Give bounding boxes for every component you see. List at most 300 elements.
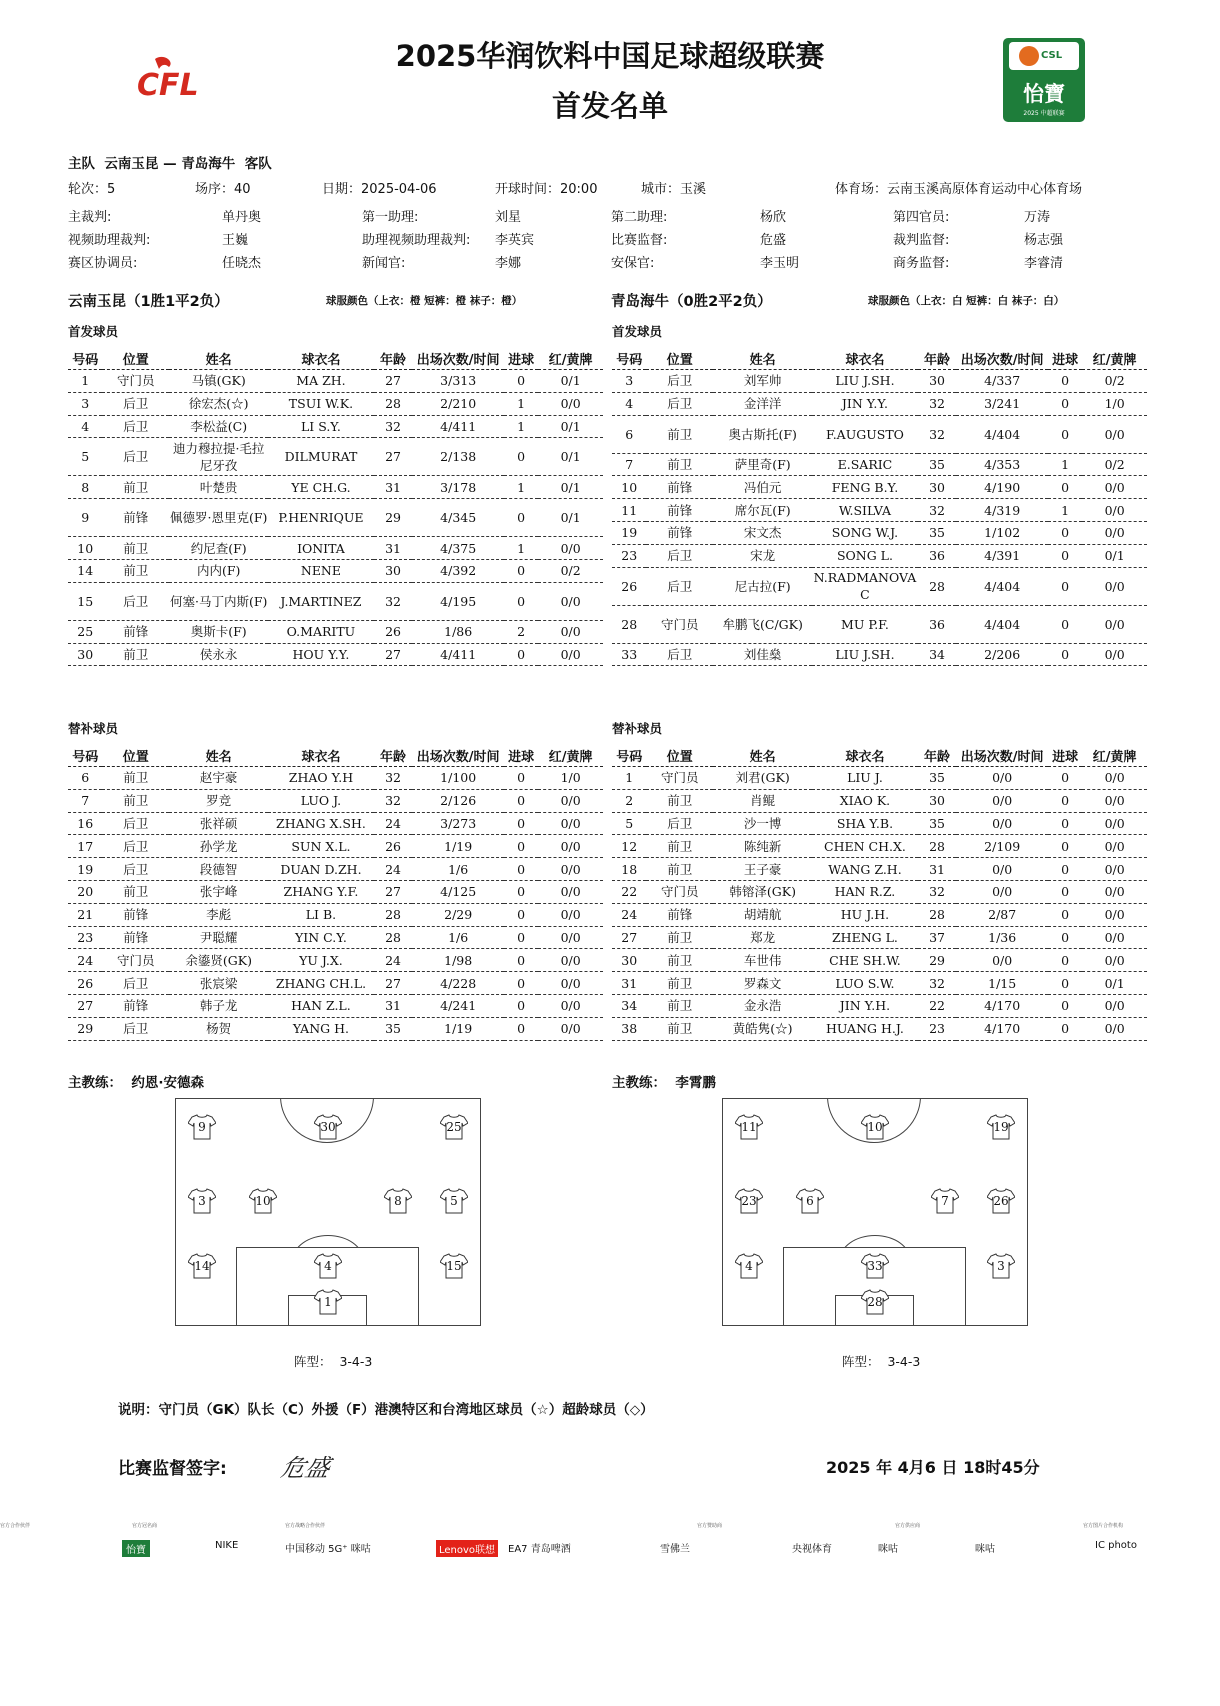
player-cell: 0/0 bbox=[1082, 1017, 1147, 1040]
player-cell: 0 bbox=[1048, 605, 1082, 643]
player-cell: 张宇峰 bbox=[169, 880, 268, 903]
player-cell: 0 bbox=[504, 903, 538, 926]
player-cell: 31 bbox=[918, 858, 957, 881]
player-cell: 金永浩 bbox=[713, 994, 812, 1017]
official-name: 王巍 bbox=[222, 233, 249, 248]
sponsor-logo: 央视体育 bbox=[792, 1544, 832, 1555]
player-cell: 叶楚贵 bbox=[169, 476, 268, 499]
home-team-record: 云南玉昆（1胜1平2负） bbox=[68, 294, 229, 310]
player-cell: 1 bbox=[68, 370, 102, 393]
player-cell: 28 bbox=[612, 605, 646, 643]
official-label: 第四官员: bbox=[893, 210, 950, 225]
player-cell: 4/391 bbox=[956, 544, 1047, 567]
player-cell: 22 bbox=[612, 880, 646, 903]
player-cell: HAN Z.L. bbox=[268, 994, 373, 1017]
player-cell: 0/0 bbox=[1082, 643, 1147, 666]
table-header-row bbox=[68, 744, 603, 767]
player-cell: TSUI W.K. bbox=[268, 392, 373, 415]
player-cell: 28 bbox=[374, 903, 413, 926]
player-row bbox=[68, 812, 603, 835]
shirt-number: 30 bbox=[320, 1120, 336, 1134]
player-cell: 李松益(C) bbox=[169, 415, 268, 438]
player-cell: 0 bbox=[1048, 370, 1082, 393]
shirt-number: 28 bbox=[867, 1295, 883, 1309]
player-cell: 前卫 bbox=[646, 835, 713, 858]
player-cell: 35 bbox=[374, 1017, 413, 1040]
column-header: 进球 bbox=[504, 347, 538, 370]
official-label: 助理视频助理裁判: bbox=[362, 233, 471, 248]
player-cell: 牟鹏飞(C/GK) bbox=[713, 605, 812, 643]
player-cell: 28 bbox=[374, 392, 413, 415]
player-cell: 27 bbox=[374, 880, 413, 903]
player-cell: 0/0 bbox=[1082, 789, 1147, 812]
official-label: 第二助理: bbox=[611, 210, 668, 225]
player-cell: 奥古斯托(F) bbox=[713, 415, 812, 453]
away-subs-label: 替补球员 bbox=[612, 721, 663, 736]
player-shirt-icon bbox=[314, 1114, 342, 1140]
player-cell: YU J.X. bbox=[268, 949, 373, 972]
player-cell: 4/170 bbox=[956, 994, 1047, 1017]
player-cell: 4/375 bbox=[412, 537, 503, 560]
player-cell: 0 bbox=[504, 858, 538, 881]
player-cell: LIU J.SH. bbox=[812, 370, 917, 393]
column-header: 出场次数/时间 bbox=[956, 347, 1047, 370]
column-header: 出场次数/时间 bbox=[412, 347, 503, 370]
player-row bbox=[68, 835, 603, 858]
player-cell: 24 bbox=[374, 812, 413, 835]
player-cell: 1 bbox=[1048, 453, 1082, 476]
player-cell: 0/1 bbox=[538, 370, 603, 393]
home-formation: 阵型： 3-4-3 bbox=[294, 1354, 373, 1369]
player-cell: 4/319 bbox=[956, 499, 1047, 522]
player-cell: 36 bbox=[918, 605, 957, 643]
player-cell: 0 bbox=[504, 949, 538, 972]
player-cell: NENE bbox=[268, 559, 373, 582]
player-cell: 0 bbox=[504, 1017, 538, 1040]
player-cell: 后卫 bbox=[646, 544, 713, 567]
player-cell: 后卫 bbox=[102, 835, 169, 858]
player-cell: 1/86 bbox=[412, 620, 503, 643]
player-cell: 0/1 bbox=[1082, 544, 1147, 567]
player-cell: 前卫 bbox=[646, 949, 713, 972]
player-cell: 2/29 bbox=[412, 903, 503, 926]
player-cell: 27 bbox=[68, 994, 102, 1017]
column-header: 球衣名 bbox=[812, 744, 917, 767]
player-cell: 1/98 bbox=[412, 949, 503, 972]
player-cell: 前卫 bbox=[646, 789, 713, 812]
player-cell: LIU J. bbox=[812, 767, 917, 790]
player-cell: 罗森文 bbox=[713, 972, 812, 995]
cfl-logo-text: CFL bbox=[137, 68, 199, 103]
player-cell: 张宸梁 bbox=[169, 972, 268, 995]
player-cell: DILMURAT bbox=[268, 438, 373, 476]
player-cell: 0/0 bbox=[538, 1017, 603, 1040]
player-cell: MA ZH. bbox=[268, 370, 373, 393]
player-shirt-icon bbox=[861, 1289, 889, 1315]
official-label: 赛区协调员: bbox=[68, 256, 138, 271]
player-cell: 前卫 bbox=[102, 643, 169, 666]
player-cell: 0/0 bbox=[1082, 521, 1147, 544]
player-cell: 26 bbox=[374, 620, 413, 643]
player-cell: 0 bbox=[1048, 1017, 1082, 1040]
away-starters-label: 首发球员 bbox=[612, 324, 663, 339]
player-cell: 前卫 bbox=[646, 858, 713, 881]
player-cell: 24 bbox=[612, 903, 646, 926]
player-cell: 0/0 bbox=[538, 812, 603, 835]
official-name: 李玉明 bbox=[760, 256, 800, 271]
shirt-number: 6 bbox=[806, 1194, 814, 1208]
player-cell: 30 bbox=[68, 643, 102, 666]
player-cell: 0/0 bbox=[956, 767, 1047, 790]
player-cell: 1/19 bbox=[412, 1017, 503, 1040]
csl-logo-main: 怡寶 bbox=[1023, 82, 1065, 106]
player-shirt-icon bbox=[735, 1253, 763, 1279]
sponsor-logo: 怡寶 bbox=[122, 1540, 150, 1557]
player-cell: 后卫 bbox=[102, 415, 169, 438]
player-cell: 0/0 bbox=[1082, 605, 1147, 643]
player-cell: 15 bbox=[68, 582, 102, 620]
column-header: 红/黄牌 bbox=[538, 347, 603, 370]
player-cell: 段德智 bbox=[169, 858, 268, 881]
away-formation: 阵型： 3-4-3 bbox=[842, 1354, 921, 1369]
home-subs-table bbox=[68, 744, 603, 1041]
player-cell: 前锋 bbox=[646, 521, 713, 544]
player-cell: LUO S.W. bbox=[812, 972, 917, 995]
player-shirt-icon bbox=[314, 1289, 342, 1315]
player-cell: 车世伟 bbox=[713, 949, 812, 972]
player-cell: IONITA bbox=[268, 537, 373, 560]
player-cell: 沙一博 bbox=[713, 812, 812, 835]
away-subs-table bbox=[612, 744, 1147, 1041]
csl-logo-sub: 2025 中超联赛 bbox=[1023, 110, 1065, 117]
player-cell: CHEN CH.X. bbox=[812, 835, 917, 858]
player-cell: 前卫 bbox=[646, 972, 713, 995]
sponsor-logo: IC photo bbox=[1095, 1540, 1137, 1551]
player-cell: LI B. bbox=[268, 903, 373, 926]
player-cell: 0 bbox=[1048, 567, 1082, 605]
player-cell: HOU Y.Y. bbox=[268, 643, 373, 666]
player-cell: 守门员 bbox=[102, 370, 169, 393]
player-cell: 0 bbox=[1048, 858, 1082, 881]
player-row bbox=[612, 453, 1147, 476]
player-cell: 刘军帅 bbox=[713, 370, 812, 393]
player-cell: 赵宇豪 bbox=[169, 767, 268, 790]
player-cell: E.SARIC bbox=[812, 453, 917, 476]
player-cell: YIN C.Y. bbox=[268, 926, 373, 949]
player-cell: 32 bbox=[374, 767, 413, 790]
player-row bbox=[68, 972, 603, 995]
shirt-number: 5 bbox=[450, 1194, 458, 1208]
player-cell: 1 bbox=[504, 392, 538, 415]
player-cell: 0 bbox=[504, 880, 538, 903]
player-cell: 0/1 bbox=[538, 415, 603, 438]
player-row bbox=[612, 544, 1147, 567]
player-cell: 前卫 bbox=[102, 789, 169, 812]
player-row bbox=[612, 858, 1147, 881]
away-coach: 主教练： 李霄鹏 bbox=[612, 1075, 716, 1091]
player-shirt-icon bbox=[987, 1188, 1015, 1214]
player-cell: 0 bbox=[504, 582, 538, 620]
player-cell: 29 bbox=[918, 949, 957, 972]
player-cell: 迪力穆拉提·毛拉尼牙孜 bbox=[169, 438, 268, 476]
player-cell: 1/0 bbox=[1082, 392, 1147, 415]
player-cell: 0 bbox=[1048, 476, 1082, 499]
player-cell: 16 bbox=[68, 812, 102, 835]
home-subs-label: 替补球员 bbox=[68, 721, 119, 736]
column-header: 出场次数/时间 bbox=[956, 744, 1047, 767]
player-cell: 后卫 bbox=[102, 392, 169, 415]
legend-note: 说明：守门员（GK）队长（C）外援（F）港澳特区和台湾地区球员（☆）超龄球员（◇） bbox=[118, 1402, 654, 1418]
player-cell: 20 bbox=[68, 880, 102, 903]
player-cell: 1/36 bbox=[956, 926, 1047, 949]
player-row bbox=[612, 926, 1147, 949]
player-row bbox=[68, 499, 603, 537]
player-cell: 5 bbox=[612, 812, 646, 835]
player-cell: 30 bbox=[918, 789, 957, 812]
player-shirt-icon bbox=[931, 1188, 959, 1214]
player-cell: 3/273 bbox=[412, 812, 503, 835]
player-shirt-icon bbox=[440, 1114, 468, 1140]
player-cell: 23 bbox=[68, 926, 102, 949]
official-name: 危盛 bbox=[760, 233, 787, 248]
column-header: 号码 bbox=[612, 347, 646, 370]
player-cell: 前卫 bbox=[102, 476, 169, 499]
csl-logo-top: CSL bbox=[1041, 50, 1063, 61]
player-cell: 4/411 bbox=[412, 415, 503, 438]
home-starters-table bbox=[68, 347, 603, 666]
table-header-row bbox=[612, 744, 1147, 767]
player-cell: 0 bbox=[1048, 789, 1082, 812]
official-name: 单丹奥 bbox=[222, 210, 262, 225]
player-cell: 0 bbox=[504, 438, 538, 476]
player-shirt-icon bbox=[735, 1188, 763, 1214]
player-cell: 0/0 bbox=[956, 858, 1047, 881]
player-cell: 0/0 bbox=[538, 537, 603, 560]
player-cell: 0/0 bbox=[956, 880, 1047, 903]
column-header: 姓名 bbox=[169, 744, 268, 767]
player-cell: 32 bbox=[918, 499, 957, 522]
player-row bbox=[612, 972, 1147, 995]
player-cell: 30 bbox=[918, 476, 957, 499]
official-label: 商务监督: bbox=[893, 256, 950, 271]
match-teams: 主队 云南玉昆 — 青岛海牛 客队 bbox=[68, 156, 272, 172]
player-cell: 后卫 bbox=[102, 1017, 169, 1040]
player-shirt-icon bbox=[249, 1188, 277, 1214]
player-cell: SONG W.J. bbox=[812, 521, 917, 544]
home-coach: 主教练： 约恩·安德森 bbox=[68, 1075, 205, 1091]
player-cell: 后卫 bbox=[646, 567, 713, 605]
player-cell: 1 bbox=[504, 537, 538, 560]
player-cell: 0/0 bbox=[1082, 994, 1147, 1017]
player-cell: LI S.Y. bbox=[268, 415, 373, 438]
player-cell: 0/0 bbox=[1082, 926, 1147, 949]
player-row bbox=[612, 903, 1147, 926]
player-cell: 金洋洋 bbox=[713, 392, 812, 415]
player-cell: 郑龙 bbox=[713, 926, 812, 949]
player-cell: 35 bbox=[918, 453, 957, 476]
player-cell: LUO J. bbox=[268, 789, 373, 812]
player-cell: 35 bbox=[918, 521, 957, 544]
player-cell: 2/138 bbox=[412, 438, 503, 476]
column-header: 位置 bbox=[102, 744, 169, 767]
sponsor-logo: EA7 青岛啤酒 bbox=[508, 1544, 571, 1555]
player-cell: 0 bbox=[1048, 544, 1082, 567]
player-row bbox=[68, 643, 603, 666]
player-row bbox=[68, 415, 603, 438]
player-cell: 27 bbox=[374, 438, 413, 476]
player-cell: 25 bbox=[68, 620, 102, 643]
player-row bbox=[612, 476, 1147, 499]
player-row bbox=[68, 438, 603, 476]
shirt-number: 15 bbox=[446, 1259, 462, 1273]
match-date: 日期：2025-04-06 bbox=[322, 182, 437, 197]
player-cell: 5 bbox=[68, 438, 102, 476]
player-cell: 8 bbox=[68, 476, 102, 499]
player-cell: 2/109 bbox=[956, 835, 1047, 858]
player-cell: ZHANG Y.F. bbox=[268, 880, 373, 903]
column-header: 位置 bbox=[646, 347, 713, 370]
player-cell: 前锋 bbox=[102, 620, 169, 643]
player-cell: 21 bbox=[68, 903, 102, 926]
official-name: 任晓杰 bbox=[222, 256, 262, 271]
player-cell: 0/0 bbox=[538, 972, 603, 995]
player-cell: 守门员 bbox=[646, 767, 713, 790]
player-row bbox=[612, 643, 1147, 666]
sponsor-logo: 咪咕 bbox=[878, 1544, 898, 1555]
player-cell: 2/210 bbox=[412, 392, 503, 415]
player-row bbox=[68, 858, 603, 881]
player-cell: 奥斯卡(F) bbox=[169, 620, 268, 643]
player-cell: 4/411 bbox=[412, 643, 503, 666]
column-header: 姓名 bbox=[713, 347, 812, 370]
official-name: 李娜 bbox=[495, 256, 522, 271]
player-cell: 1/6 bbox=[412, 858, 503, 881]
player-cell: 10 bbox=[68, 537, 102, 560]
player-shirt-icon bbox=[188, 1114, 216, 1140]
player-cell: 0 bbox=[1048, 521, 1082, 544]
player-cell: 0 bbox=[504, 643, 538, 666]
player-row bbox=[68, 926, 603, 949]
player-cell: 29 bbox=[374, 499, 413, 537]
player-cell: 3/178 bbox=[412, 476, 503, 499]
player-cell: N.RADMANOVAC bbox=[812, 567, 917, 605]
player-cell: 冯伯元 bbox=[713, 476, 812, 499]
player-cell: 0/0 bbox=[1082, 767, 1147, 790]
player-cell: 0 bbox=[1048, 880, 1082, 903]
player-cell: 0/0 bbox=[1082, 499, 1147, 522]
player-cell: WANG Z.H. bbox=[812, 858, 917, 881]
player-cell: 韩镕泽(GK) bbox=[713, 880, 812, 903]
player-cell: 约尼查(F) bbox=[169, 537, 268, 560]
player-row bbox=[612, 567, 1147, 605]
player-cell: 尹聪耀 bbox=[169, 926, 268, 949]
player-cell: 9 bbox=[68, 499, 102, 537]
player-cell: 33 bbox=[612, 643, 646, 666]
column-header: 年龄 bbox=[374, 744, 413, 767]
column-header: 号码 bbox=[68, 347, 102, 370]
player-cell: 0 bbox=[1048, 949, 1082, 972]
player-cell: 32 bbox=[918, 972, 957, 995]
player-cell: 前卫 bbox=[646, 994, 713, 1017]
sponsor-category: 官方图片合作机构 bbox=[1083, 1523, 1124, 1529]
player-row bbox=[612, 812, 1147, 835]
player-row bbox=[68, 582, 603, 620]
player-cell: 4/190 bbox=[956, 476, 1047, 499]
player-cell: 1/100 bbox=[412, 767, 503, 790]
player-cell: 31 bbox=[612, 972, 646, 995]
player-cell: 1 bbox=[504, 415, 538, 438]
player-cell: 守门员 bbox=[102, 949, 169, 972]
player-cell: 席尔瓦(F) bbox=[713, 499, 812, 522]
player-cell: 0/0 bbox=[538, 835, 603, 858]
player-cell: 4 bbox=[68, 415, 102, 438]
player-cell: 0 bbox=[1048, 994, 1082, 1017]
player-cell: 前卫 bbox=[102, 880, 169, 903]
shirt-number: 14 bbox=[194, 1259, 210, 1273]
player-cell: DUAN D.ZH. bbox=[268, 858, 373, 881]
player-cell: 4/404 bbox=[956, 567, 1047, 605]
sponsor-logo: 中国移动 5G⁺ 咪咕 bbox=[285, 1544, 371, 1555]
player-cell: 0 bbox=[504, 835, 538, 858]
player-cell: 1 bbox=[1048, 499, 1082, 522]
shirt-number: 4 bbox=[745, 1259, 753, 1273]
player-row bbox=[68, 537, 603, 560]
player-cell: CHE SH.W. bbox=[812, 949, 917, 972]
player-cell: 0 bbox=[504, 789, 538, 812]
player-row bbox=[612, 767, 1147, 790]
player-cell: 0 bbox=[504, 370, 538, 393]
player-row bbox=[612, 994, 1147, 1017]
player-cell: FENG B.Y. bbox=[812, 476, 917, 499]
official-name: 李睿清 bbox=[1024, 256, 1064, 271]
column-header: 位置 bbox=[102, 347, 169, 370]
sponsor-category: 官方战略合作伙伴 bbox=[285, 1523, 326, 1529]
player-cell: 前锋 bbox=[102, 926, 169, 949]
player-cell: 前卫 bbox=[646, 453, 713, 476]
home-formation-pitch bbox=[175, 1098, 481, 1326]
player-shirt-icon bbox=[440, 1253, 468, 1279]
player-cell: 26 bbox=[68, 972, 102, 995]
player-cell: 0 bbox=[504, 926, 538, 949]
shirt-number: 19 bbox=[993, 1120, 1009, 1134]
player-cell: 后卫 bbox=[102, 438, 169, 476]
player-cell: 32 bbox=[918, 880, 957, 903]
player-cell: 0/0 bbox=[956, 789, 1047, 812]
player-cell: YE CH.G. bbox=[268, 476, 373, 499]
player-cell: 28 bbox=[918, 903, 957, 926]
player-cell: JIN Y.Y. bbox=[812, 392, 917, 415]
player-row bbox=[612, 835, 1147, 858]
away-team-name: 青岛海牛 bbox=[181, 156, 236, 172]
player-cell: 后卫 bbox=[102, 972, 169, 995]
player-row bbox=[68, 994, 603, 1017]
player-shirt-icon bbox=[861, 1253, 889, 1279]
player-cell: XIAO K. bbox=[812, 789, 917, 812]
player-shirt-icon bbox=[861, 1114, 889, 1140]
away-team-record: 青岛海牛（0胜2平2负） bbox=[611, 294, 772, 310]
player-cell: 2 bbox=[612, 789, 646, 812]
column-header: 进球 bbox=[1048, 347, 1082, 370]
sponsor-logo: Lenovo联想 bbox=[436, 1540, 498, 1557]
player-row bbox=[68, 476, 603, 499]
player-row bbox=[612, 499, 1147, 522]
player-cell: 4/125 bbox=[412, 880, 503, 903]
player-cell: 0/0 bbox=[1082, 415, 1147, 453]
sponsor-logo: 咪咕 bbox=[975, 1544, 995, 1555]
player-cell: 6 bbox=[68, 767, 102, 790]
player-cell: ZHAO Y.H bbox=[268, 767, 373, 790]
player-shirt-icon bbox=[987, 1253, 1015, 1279]
